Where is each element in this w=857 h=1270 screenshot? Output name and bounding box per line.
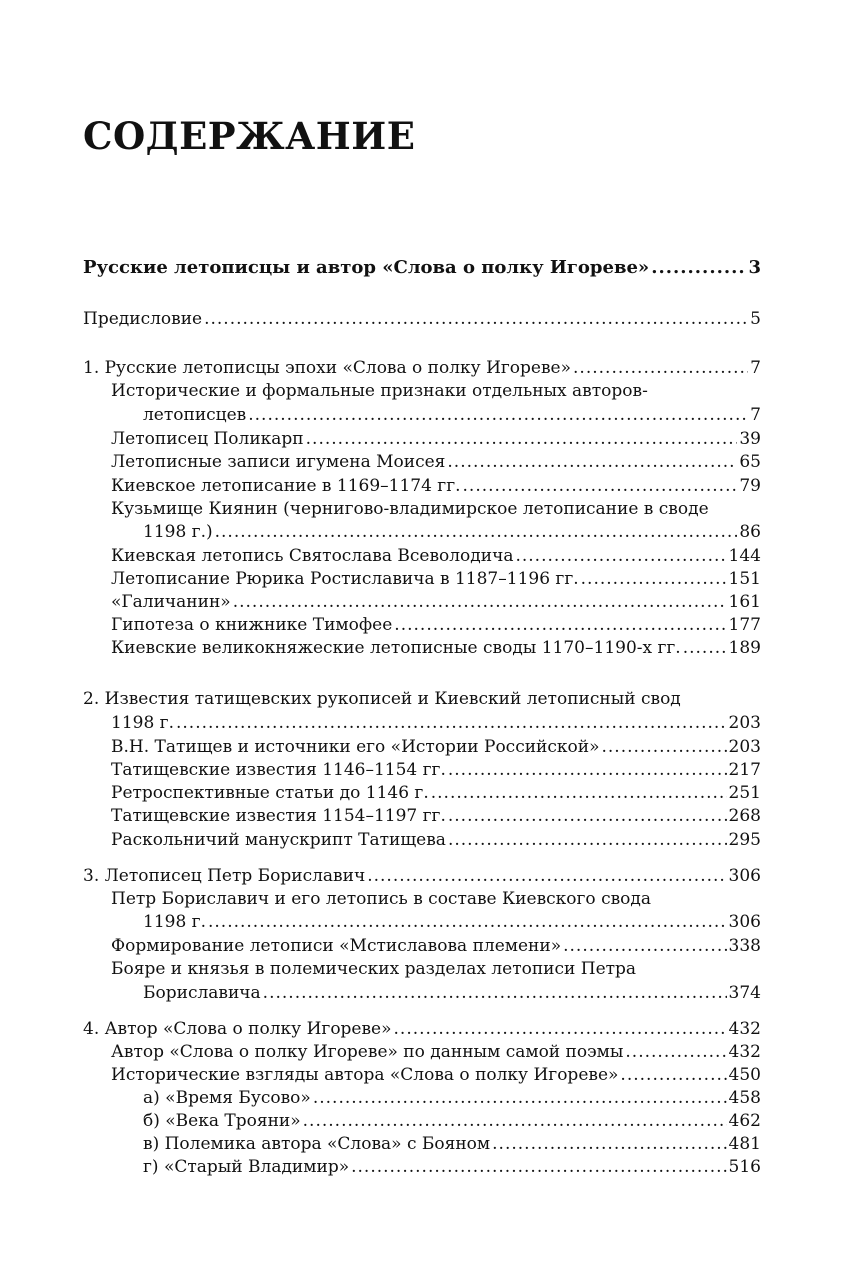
leader-dots [625,1041,726,1064]
entry-text: Киевские великокняжеские летописные своды 1170–1190-х гг. [111,638,681,658]
toc-ch4-subsection-d[interactable] [143,1156,761,1179]
leader-dots [248,404,748,427]
entry-text: Летописание Рюрика Ростиславича в 1187–1196 гг. [111,569,579,589]
leader-dots [651,256,746,279]
page-number: 7 [750,358,761,378]
leader-dots [394,1018,727,1041]
toc-ch3-section-2[interactable] [111,935,761,958]
page-number: 432 [728,1042,761,1062]
entry-text: 1198 г.) [143,522,213,542]
page-number: 144 [728,546,761,566]
leader-dots [581,568,727,591]
toc-ch1-section-10[interactable] [111,637,761,660]
leader-dots [431,782,727,805]
entry-text: «Галичанин» [111,592,231,612]
page-number: 268 [728,806,761,826]
toc-ch4-section-1[interactable] [111,1041,761,1064]
toc-ch1-section-5[interactable] [143,521,761,544]
toc-ch1-section-3[interactable] [111,451,761,474]
leader-dots [447,451,737,474]
page-number: 450 [728,1065,761,1085]
entry-text: в) Полемика автора «Слова» с Бояном [143,1134,491,1154]
page-number: 306 [728,866,761,886]
toc-chapter-4[interactable] [83,1018,761,1041]
page-title: СОДЕРЖАНИЕ [83,114,416,158]
toc-ch4-subsection-a[interactable] [143,1087,761,1110]
toc-ch3-section-3-line1: Бояре и князья в полемических разделах летописи Петра [111,959,637,979]
page-number: 306 [728,912,761,932]
toc-ch1-section-1-line1: Исторические и формальные признаки отдельных авторов- [111,381,648,401]
entry-text: Автор «Слова о полку Игореве» по данным самой поэмы [111,1042,624,1062]
toc-ch1-section-7[interactable] [111,568,761,591]
page-number: 161 [728,592,761,612]
toc-ch2-section-3[interactable] [111,782,761,805]
entry-text: г) «Старый Владимир» [143,1157,350,1177]
entry-text: Татищевские известия 1154–1197 гг. [111,806,446,826]
page-number: 516 [728,1157,761,1177]
toc-ch2-section-2[interactable] [111,759,761,782]
entry-text: Русские летописцы и автор «Слова о полку Игореве» [83,257,650,278]
toc-ch1-section-4[interactable] [111,475,761,498]
leader-dots [204,308,748,331]
entry-text: Киевское летописание в 1169–1174 гг. [111,476,461,496]
toc-chapter-1[interactable] [83,357,761,380]
toc-chapter-2-line1: 2. Известия татищевских рукописей и Киевский летописный свод [83,689,681,709]
page-number: 462 [728,1111,761,1131]
leader-dots [233,591,727,614]
entry-text: 1. Русские летописцы эпохи «Слова о полку Игореве» [83,358,572,378]
page-number: 3 [748,257,761,278]
page-number: 481 [728,1134,761,1154]
toc-ch1-section-1[interactable] [143,404,761,427]
toc-preface[interactable] [83,308,761,331]
leader-dots [208,911,727,934]
toc-ch1-section-6[interactable] [111,545,761,568]
entry-text: Татищевские известия 1146–1154 гг. [111,760,446,780]
page-number: 151 [728,569,761,589]
toc-ch1-section-5-line1: Кузьмище Киянин (чернигово-владимирское летописание в своде [111,499,709,519]
page-number: 217 [728,760,761,780]
toc-ch1-section-2[interactable] [111,428,761,451]
leader-dots [448,829,727,852]
toc-ch3-section-3[interactable] [143,982,761,1005]
leader-dots [602,736,727,759]
toc-ch1-section-8[interactable] [111,591,761,614]
toc-chapter-2[interactable] [111,712,761,735]
page-number: 5 [750,309,761,329]
toc-ch1-section-9[interactable] [111,614,761,637]
page-number: 374 [728,983,761,1003]
entry-text: Предисловие [83,309,203,329]
toc-ch4-subsection-c[interactable] [143,1133,761,1156]
toc-ch4-subsection-b[interactable] [143,1110,761,1133]
page-number: 432 [728,1019,761,1039]
page-number: 86 [739,522,761,542]
entry-text: 3. Летописец Петр Бориславич [83,866,366,886]
page-number: 203 [728,713,761,733]
page-number: 189 [728,638,761,658]
leader-dots [215,521,738,544]
toc-ch4-section-2[interactable] [111,1064,761,1087]
page-number: 203 [728,737,761,757]
toc-ch2-section-5[interactable] [111,829,761,852]
toc-ch2-section-1[interactable] [111,736,761,759]
leader-dots [563,935,726,958]
leader-dots [394,614,726,637]
entry-text: летописцев [143,405,247,425]
page-number: 39 [739,429,761,449]
leader-dots [176,712,727,735]
entry-text: Гипотеза о книжнике Тимофее [111,615,393,635]
entry-text: В.Н. Татищев и источники его «Истории Российской» [111,737,600,757]
entry-text: 1198 г. [111,713,174,733]
entry-text: 4. Автор «Слова о полку Игореве» [83,1019,392,1039]
page-number: 295 [728,830,761,850]
page-number: 79 [739,476,761,496]
leader-dots [313,1087,727,1110]
entry-text: Киевская летопись Святослава Всеволодича [111,546,514,566]
leader-dots [448,759,727,782]
entry-text: Исторические взгляды автора «Слова о полку Игореве» [111,1065,619,1085]
page-number: 65 [739,452,761,472]
toc-ch2-section-4[interactable] [111,805,761,828]
entry-text: б) «Века Трояни» [143,1111,301,1131]
leader-dots [306,428,738,451]
entry-text: 1198 г. [143,912,206,932]
leader-dots [683,637,727,660]
entry-text: Раскольничий манускрипт Татищева [111,830,446,850]
entry-text: Ретроспективные статьи до 1146 г. [111,783,429,803]
page-number: 251 [728,783,761,803]
leader-dots [263,982,727,1005]
leader-dots [515,545,726,568]
entry-text: Формирование летописи «Мстиславова племени» [111,936,562,956]
toc-chapter-3[interactable] [83,865,761,888]
leader-dots [448,805,727,828]
toc-part-title[interactable] [83,256,761,279]
page-number: 7 [750,405,761,425]
entry-text: Бориславича [143,983,261,1003]
page-number: 338 [728,936,761,956]
toc-ch3-section-1[interactable] [143,911,761,934]
leader-dots [351,1156,726,1179]
entry-text: а) «Время Бусово» [143,1088,311,1108]
page-number: 458 [728,1088,761,1108]
leader-dots [463,475,738,498]
page-number: 177 [728,615,761,635]
leader-dots [492,1133,726,1156]
entry-text: Летописец Поликарп [111,429,304,449]
entry-text: Летописные записи игумена Моисея [111,452,446,472]
leader-dots [303,1110,727,1133]
leader-dots [367,865,726,888]
leader-dots [620,1064,726,1087]
leader-dots [573,357,748,380]
toc-ch3-section-1-line1: Петр Бориславич и его летопись в составе Киевского свода [111,889,651,909]
